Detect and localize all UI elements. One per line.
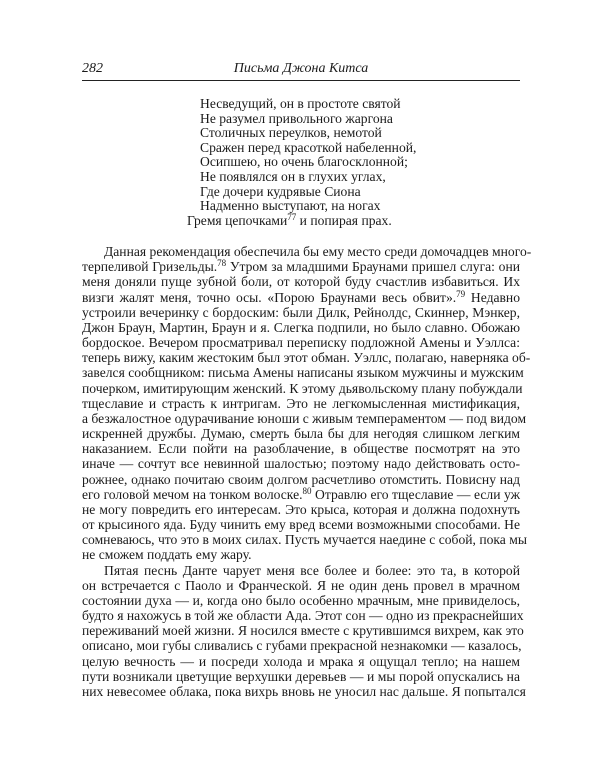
paragraph bbox=[82, 562, 526, 700]
footnote-marker[interactable]: 78 bbox=[217, 258, 227, 269]
text-line bbox=[82, 380, 523, 396]
line-text: состоянии духа — и, когда оно было особенно мрачным, мне привиделось, bbox=[82, 592, 520, 608]
line-text: искренней дружбы. Думаю, смерть была бы для негодяя слишком легким bbox=[82, 426, 520, 442]
line-text: Где дочери кудрявые Сиона bbox=[200, 183, 361, 199]
text-line bbox=[82, 638, 520, 653]
text-line bbox=[82, 593, 520, 608]
text-line bbox=[82, 396, 520, 411]
poem-line bbox=[200, 141, 416, 156]
text-line bbox=[82, 502, 520, 517]
line-text: пути возникали цветущие верхушки деревьев — и мы порой опускались на bbox=[82, 668, 520, 684]
line-text: Данная рекомендация обеспечила бы ему место среди домочадцев много- bbox=[104, 244, 532, 259]
paragraph bbox=[82, 244, 532, 563]
text-line bbox=[82, 487, 520, 502]
line-text: будто я нахожусь в той же области Ада. Этот сон — одно из прекраснейших bbox=[82, 608, 524, 624]
line-text: Не разумел привольного жаргона bbox=[200, 110, 393, 126]
line-text: иначе — сочтут все невинной шалостью; поэтому надо действовать осто- bbox=[82, 456, 520, 472]
text-line bbox=[82, 441, 520, 456]
text-line bbox=[82, 623, 524, 639]
text-line bbox=[82, 259, 520, 274]
text-line bbox=[82, 320, 520, 335]
line-text: Гремя цепочками bbox=[187, 212, 288, 228]
page-header bbox=[82, 61, 520, 79]
header-rule bbox=[82, 80, 520, 81]
line-text: а безжалостное одурачивание юноши с живым темпераментом — под видом bbox=[82, 410, 527, 426]
text-line bbox=[82, 578, 520, 593]
text-line bbox=[82, 683, 526, 699]
footnote-marker[interactable]: 77 bbox=[287, 211, 297, 222]
text-line bbox=[82, 350, 531, 366]
page-number: 282 bbox=[82, 61, 103, 76]
line-text: рожнее, однако почитаю своим долгом расчетливо отомстить. Повисну над bbox=[82, 471, 520, 487]
line-text: Осипшею, но очень благосклонной; bbox=[200, 154, 408, 170]
line-text: Не появлялся он в глухих углах, bbox=[200, 168, 386, 184]
line-text: переживаний моей жизни. Я носился вместе с крутившимся вихрем, как это bbox=[82, 623, 524, 639]
line-text: Недавно bbox=[465, 289, 521, 305]
footnote-marker[interactable]: 79 bbox=[456, 288, 466, 299]
text-line bbox=[82, 426, 520, 441]
running-title: Письма Джона Китса bbox=[233, 61, 369, 76]
line-text: не могу повредить его интересам. Это крыса, которая и должна подохнуть bbox=[82, 501, 520, 517]
line-text: завелся сообщником: письма Амены написаны языком мужчины и мужским bbox=[82, 365, 524, 381]
line-text: Пятая песнь Данте чарует меня все более и более: это та, в которой bbox=[104, 562, 520, 578]
text-line bbox=[82, 654, 520, 669]
line-text: терпеливой Гризельды. bbox=[82, 259, 218, 275]
poem-line bbox=[200, 170, 416, 185]
poem-line bbox=[200, 199, 416, 214]
line-text: Джон Браун, Мартин, Браун и я. Слегка подпили, но было славно. Обожаю bbox=[82, 319, 520, 335]
text-line bbox=[82, 517, 520, 532]
line-text: визги жалят меня, точно осы. «Порою Браунами весь обвит». bbox=[82, 289, 457, 305]
line-text: устроили вечеринку с бордоским: были Дилк, Рейнолдс, Скиннер, Мэнкер, bbox=[82, 304, 520, 320]
text-line bbox=[82, 410, 527, 426]
text-line bbox=[82, 532, 527, 548]
line-text: меня доняли пуще зубной боли, от которой буду счастлив избавиться. Их bbox=[82, 274, 520, 290]
line-text: Сражен перед красоткой набеленной, bbox=[200, 139, 417, 155]
line-text: целую вечность — и посреди холода и мрака я ощущал тепло; на нашем bbox=[82, 653, 520, 669]
line-text: его головой мечом на тонком волоске. bbox=[82, 486, 303, 502]
line-text: описано, мои губы сливались с губами прекрасной незнакомки — казалось, bbox=[82, 638, 522, 654]
line-text: почерком, имитирующим женский. К этому дьявольскому плану побуждали bbox=[82, 380, 523, 396]
line-text: Отравлю его тщеславие — если уж bbox=[311, 486, 520, 502]
text-line bbox=[82, 365, 524, 381]
poem-line bbox=[200, 126, 416, 141]
line-text: сомневаюсь, что это в моих силах. Пусть мучается наедине с собой, пока мы bbox=[82, 532, 527, 548]
text-line bbox=[82, 244, 532, 259]
line-text: теперь вижу, каким жестоким был этот обман. Уэллс, полагаю, наверняка об- bbox=[82, 350, 531, 366]
text-line bbox=[82, 274, 520, 289]
poem-line bbox=[200, 155, 416, 170]
line-text: он встречается с Паоло и Франческой. Я не один день провел в мрачном bbox=[82, 577, 520, 593]
line-text: наказанием. Если пойти на разоблачение, в обществе посмотрят на это bbox=[82, 441, 520, 457]
line-text: бордоское. Вечером просматривал переписку подложной Амены и Уэллса: bbox=[82, 335, 520, 351]
line-text: и попирая прах. bbox=[296, 212, 392, 228]
text-line bbox=[82, 608, 524, 624]
line-text: не сможем поддать ему жару. bbox=[82, 547, 252, 563]
text-line bbox=[82, 290, 520, 305]
line-text: Столичных переулков, немотой bbox=[200, 125, 382, 141]
text-line bbox=[82, 305, 520, 320]
poem-line bbox=[200, 97, 416, 112]
footnote-marker[interactable]: 80 bbox=[302, 485, 312, 496]
line-text: них невесомее облака, пока вихрь вновь не уносил нас дальше. Я попытался bbox=[82, 683, 526, 699]
text-line bbox=[82, 335, 520, 350]
text-line bbox=[82, 472, 520, 487]
body-text bbox=[82, 244, 532, 699]
text-line bbox=[82, 669, 520, 684]
text-line bbox=[82, 547, 520, 562]
poem-quote bbox=[187, 96, 417, 228]
poem-line bbox=[187, 211, 416, 229]
text-line bbox=[82, 563, 520, 578]
line-text: тщеславие и страсть к интригам. Это не легкомысленная мистификация, bbox=[82, 395, 520, 411]
line-text: Надменно выступают, на ногах bbox=[200, 198, 381, 214]
poem-line bbox=[200, 185, 416, 200]
line-text: Несведущий, он в простоте святой bbox=[200, 96, 401, 111]
line-text: от крысиного яда. Буду чинить ему вред всеми возможными способами. Не bbox=[82, 517, 520, 533]
poem-line bbox=[200, 112, 416, 127]
line-text: Утром за младшими Браунами пришел слуга: они bbox=[226, 259, 520, 275]
text-line bbox=[82, 456, 520, 471]
